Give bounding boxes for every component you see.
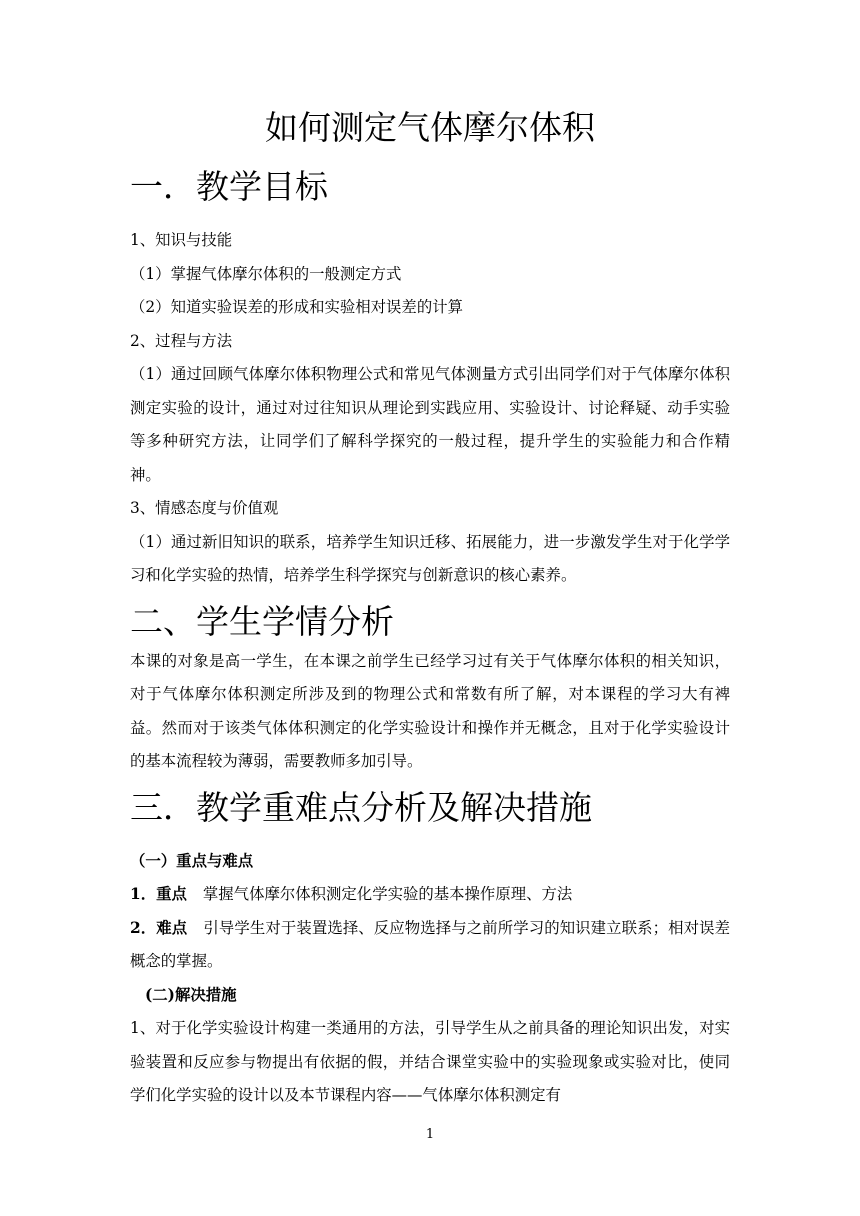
subsection-measures-title: (二)解决措施: [145, 985, 237, 1004]
goal-process-point-1: （1）通过回顾气体摩尔体积物理公式和常见气体测量方式引出同学们对于气体摩尔体积测定实验的设计，通过对过往知识从理论到实践应用、实验设计、讨论释疑、动手实验等多种研究方法，让同学们了解科学探究的一般过程，提升学生的实验能力和合作精神。: [130, 365, 730, 484]
section-heading-key-points: 三．教学重难点分析及解决措施: [130, 787, 592, 827]
goal-knowledge-point-1: （1）掌握气体摩尔体积的一般测定方式: [130, 264, 402, 283]
section-heading-student-analysis: 二、学生学情分析: [130, 601, 394, 641]
key-point-line: [130, 878, 730, 912]
key-point-label: 1．重点: [130, 885, 187, 903]
student-analysis-paragraph: 本课的对象是高一学生，在本课之前学生已经学习过有关于气体摩尔体积的相关知识，对于气体摩尔体积测定所涉及到的物理公式和常数有所了解，对本课程的学习大有裨益。然而对于该类气体体积测定的化学实验设计和操作并无概念，且对于化学实验设计的基本流程较为薄弱，需要教师多加引导。: [130, 651, 730, 770]
difficult-point-text: 引导学生对于装置选择、反应物选择与之前所学习的知识建立联系；相对误差概念的掌握。: [130, 918, 730, 970]
key-point-text: 掌握气体摩尔体积测定化学实验的基本操作原理、方法: [202, 885, 573, 903]
section-heading-teaching-goals: 一．教学目标: [130, 167, 328, 206]
measures-paragraph: 1、对于化学实验设计构建一类通用的方法，引导学生从之前具备的理论知识出发，对实验装置和反应参与物提出有依据的假，并结合课堂实验中的实验现象或实验对比，使同学们化学实验的设计以及本节课程内容——气体摩尔体积测定有: [130, 1019, 730, 1104]
document-body: [130, 160, 730, 1113]
difficult-point-line: [130, 912, 730, 979]
page-number: 1: [425, 1127, 435, 1142]
difficult-point-label: 2．难点: [130, 918, 188, 937]
goal-process-method-title: 2、过程与方法: [130, 331, 233, 350]
goal-knowledge-skills-title: 1、知识与技能: [130, 231, 233, 249]
goal-attitude-point-1: （1）通过新旧知识的联系，培养学生知识迁移、拓展能力，进一步激发学生对于化学学习和化学实验的热情，培养学生科学探究与创新意识的核心素养。: [130, 532, 730, 584]
goal-attitude-values-title: 3、情感态度与价值观: [130, 499, 279, 517]
goal-knowledge-point-2: （2）知道实验误差的形成和实验相对误差的计算: [130, 298, 463, 316]
document-title: 如何测定气体摩尔体积: [265, 108, 595, 147]
subsection-key-difficult-title: （一）重点与难点: [130, 851, 254, 870]
